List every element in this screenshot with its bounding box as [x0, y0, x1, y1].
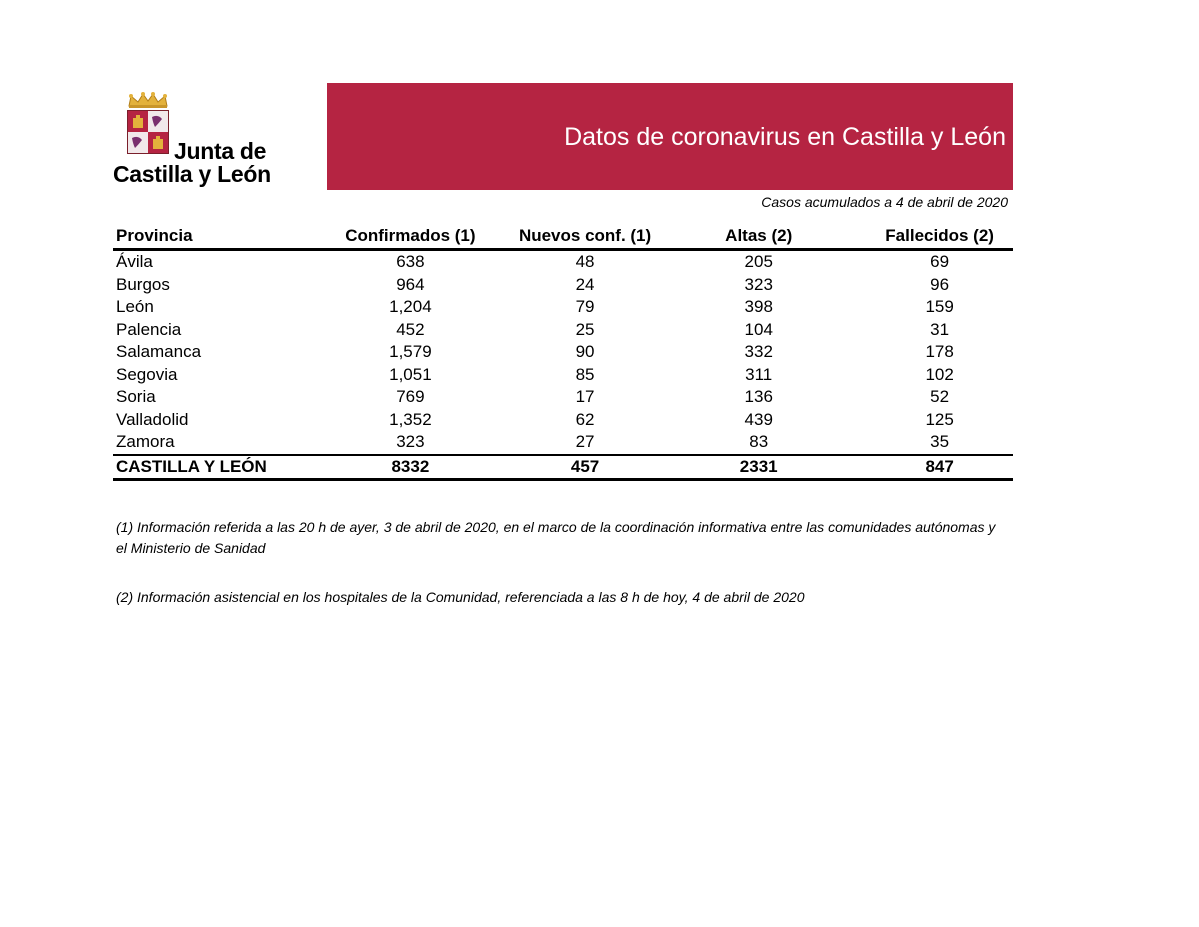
cell-fallecidos: 125: [925, 409, 954, 429]
cell-altas: 439: [744, 409, 773, 429]
cell-nuevos: 25: [575, 319, 595, 339]
table-header-row: [113, 224, 1013, 250]
date-subtitle: Casos acumulados a 4 de abril de 2020: [761, 194, 1008, 210]
cell-nuevos: 85: [575, 364, 595, 384]
cell-provincia: Salamanca: [116, 342, 202, 362]
cell-provincia: Ávila: [116, 252, 153, 272]
cell-nuevos: 48: [575, 252, 595, 272]
cell-provincia: Zamora: [116, 432, 175, 452]
table-row: [113, 341, 1013, 364]
cell-altas: 332: [744, 342, 773, 362]
title-banner: [327, 83, 1013, 190]
coat-of-arms-icon: [127, 110, 169, 154]
cell-provincia: Segovia: [116, 364, 178, 384]
header-provincia: Provincia: [113, 224, 302, 250]
cell-provincia: Burgos: [116, 274, 170, 294]
cell-confirmados: 1,051: [389, 364, 432, 384]
table-row: [113, 386, 1013, 409]
cell-confirmados: 638: [396, 252, 425, 272]
crown-icon: [127, 92, 169, 109]
cell-confirmados: 964: [396, 274, 425, 294]
table-total-row: [113, 455, 1013, 480]
cell-provincia: Soria: [116, 387, 156, 407]
header-nuevos: Nuevos conf. (1): [519, 224, 651, 250]
cell-fallecidos: 52: [930, 387, 950, 407]
header-confirmados: Confirmados (1): [302, 224, 519, 250]
cell-nuevos: 24: [575, 274, 595, 294]
cell-confirmados: 323: [396, 432, 425, 452]
cell-fallecidos: 159: [925, 297, 954, 317]
cell-fallecidos: 35: [930, 432, 950, 452]
header-fallecidos: Fallecidos (2): [866, 224, 1013, 250]
cell-altas: 398: [744, 297, 773, 317]
cell-nuevos: 90: [575, 342, 595, 362]
cell-fallecidos: 96: [930, 274, 950, 294]
cell-fallecidos: 102: [925, 364, 954, 384]
cell-confirmados: 1,204: [389, 297, 432, 317]
table-row: [113, 250, 1013, 274]
cell-nuevos: 79: [575, 297, 595, 317]
total-altas: 2331: [651, 455, 866, 480]
cell-confirmados: 1,579: [389, 342, 432, 362]
cell-confirmados: 1,352: [389, 409, 432, 429]
cell-fallecidos: 31: [930, 319, 950, 339]
cell-altas: 83: [749, 432, 769, 452]
cell-fallecidos: 69: [930, 252, 950, 272]
cell-altas: 136: [744, 387, 773, 407]
cell-nuevos: 17: [575, 387, 595, 407]
logo-text-line2: Castilla y León: [113, 161, 271, 187]
table-row: [113, 409, 1013, 432]
cell-nuevos: 27: [575, 432, 595, 452]
data-table: [113, 224, 1013, 481]
table-row: [113, 274, 1013, 297]
cell-provincia: Valladolid: [116, 409, 189, 429]
cell-altas: 205: [744, 252, 773, 272]
cell-altas: 323: [744, 274, 773, 294]
header-altas: Altas (2): [651, 224, 866, 250]
cell-confirmados: 769: [396, 387, 425, 407]
cell-altas: 311: [745, 364, 773, 384]
page-title: Datos de coronavirus en Castilla y León: [564, 123, 1006, 151]
footnote-1: (1) Información referida a las 20 h de ayer, 3 de abril de 2020, en el marco de la coordinación informativa entre las comunidades autónomas y el Ministerio de Sanidad: [116, 519, 996, 556]
cell-nuevos: 62: [575, 409, 595, 429]
table-row: [113, 296, 1013, 319]
cell-provincia: León: [116, 297, 154, 317]
total-label: CASTILLA Y LEÓN: [113, 455, 302, 480]
table-row: [113, 364, 1013, 387]
table-row: [113, 319, 1013, 342]
cell-provincia: Palencia: [116, 319, 182, 339]
total-nuevos: 457: [519, 455, 651, 480]
total-confirmados: 8332: [302, 455, 519, 480]
cell-confirmados: 452: [396, 319, 425, 339]
cell-altas: 104: [744, 319, 773, 339]
footnote-2: (2) Información asistencial en los hospitales de la Comunidad, referenciada a las 8 h de hoy, 4 de abril de 2020: [116, 589, 805, 605]
cell-fallecidos: 178: [925, 342, 954, 362]
junta-logo: [113, 92, 283, 187]
logo-text-line1: Junta de: [174, 138, 267, 164]
total-fallecidos: 847: [866, 455, 1013, 480]
table-row: [113, 431, 1013, 455]
